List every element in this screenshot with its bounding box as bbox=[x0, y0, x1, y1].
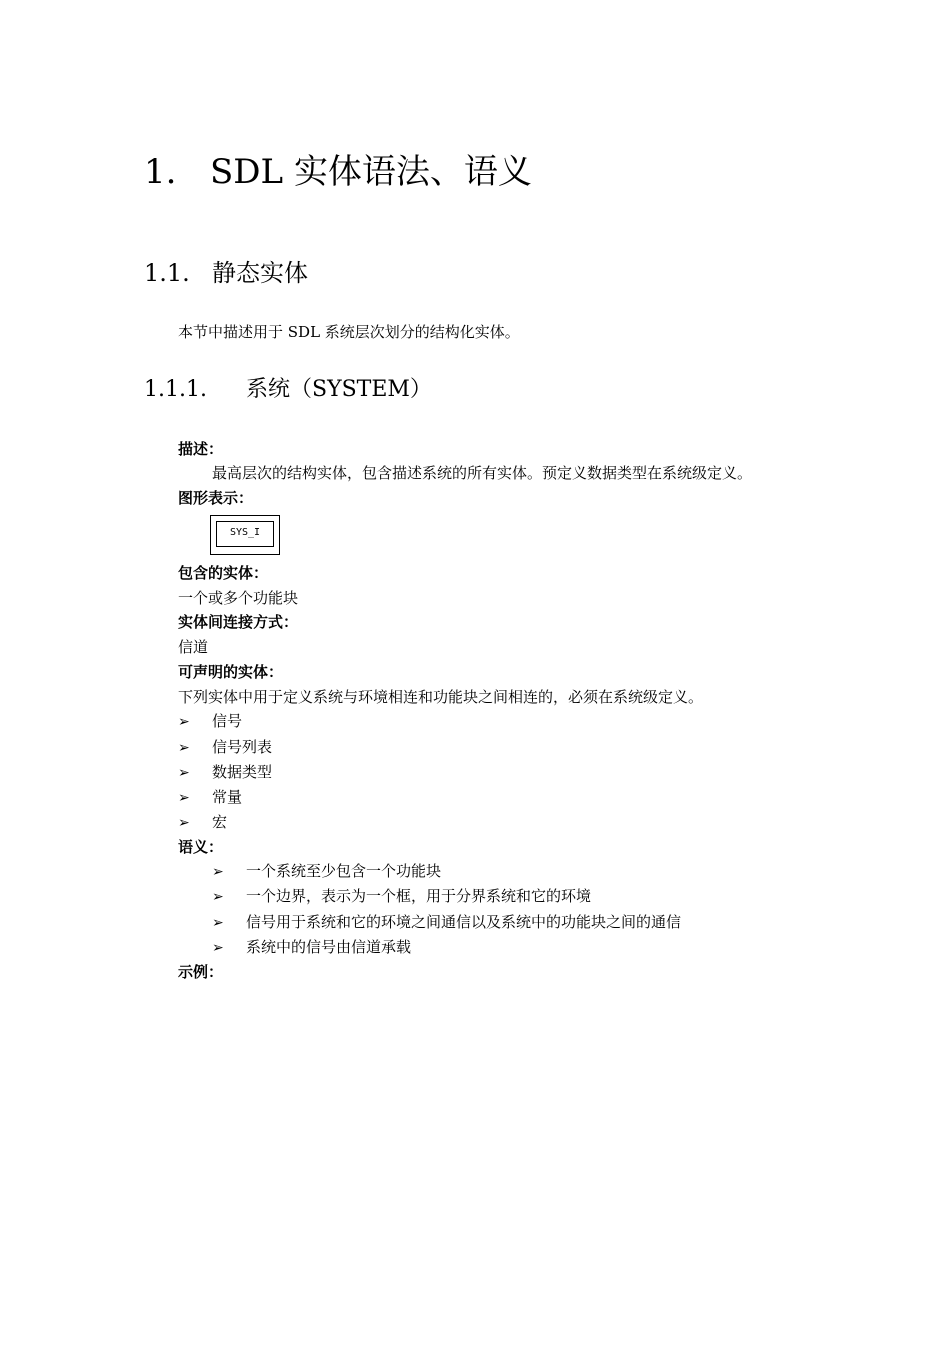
system-symbol bbox=[210, 515, 280, 555]
arrow-bullet-icon: ➢ bbox=[178, 765, 190, 781]
heading-1 bbox=[144, 150, 532, 194]
connection-label: 实体间连接方式： bbox=[178, 613, 299, 631]
list-item: ➢ 宏 bbox=[178, 813, 228, 831]
arrow-bullet-icon: ➢ bbox=[178, 714, 190, 730]
list-item: ➢ 常量 bbox=[178, 788, 243, 806]
arrow-bullet-icon: ➢ bbox=[178, 740, 190, 756]
arrow-bullet-icon: ➢ bbox=[212, 940, 224, 956]
arrow-bullet-icon: ➢ bbox=[212, 915, 224, 931]
contained-label: 包含的实体： bbox=[178, 564, 269, 582]
description-label: 描述： bbox=[178, 440, 224, 458]
description-text: 最高层次的结构实体，包含描述系统的所有实体。预定义数据类型在系统级定义。 bbox=[212, 464, 753, 482]
heading-1-title: SDL 实体语法、语义 bbox=[210, 152, 532, 192]
list-item: ➢ 数据类型 bbox=[178, 763, 273, 781]
heading-3 bbox=[144, 374, 432, 406]
declarable-text: 下列实体中用于定义系统与环境相连和功能块之间相连的，必须在系统级定义。 bbox=[178, 688, 704, 706]
list-item: ➢ 一个边界，表示为一个框，用于分界系统和它的环境 bbox=[212, 887, 592, 905]
heading-3-title: 系统（SYSTEM） bbox=[246, 377, 432, 402]
intro-paragraph: 本节中描述用于 SDL 系统层次划分的结构化实体。 bbox=[178, 323, 520, 341]
list-item: ➢ 信号列表 bbox=[178, 738, 273, 756]
contained-text: 一个或多个功能块 bbox=[178, 589, 299, 607]
arrow-bullet-icon: ➢ bbox=[212, 889, 224, 905]
arrow-bullet-icon: ➢ bbox=[178, 815, 190, 831]
list-item: ➢ 一个系统至少包含一个功能块 bbox=[212, 862, 442, 880]
heading-2 bbox=[144, 256, 308, 290]
example-label: 示例： bbox=[178, 963, 224, 981]
system-symbol-name: SYS_I bbox=[216, 521, 274, 547]
connection-text: 信道 bbox=[178, 638, 209, 656]
graphic-label: 图形表示： bbox=[178, 489, 254, 507]
list-item: ➢ 系统中的信号由信道承载 bbox=[212, 938, 412, 956]
heading-2-title: 静态实体 bbox=[212, 259, 308, 287]
list-item: ➢ 信号用于系统和它的环境之间通信以及系统中的功能块之间的通信 bbox=[212, 913, 682, 931]
semantics-label: 语义： bbox=[178, 838, 224, 856]
declarable-label: 可声明的实体： bbox=[178, 663, 284, 681]
list-item: ➢ 信号 bbox=[178, 712, 243, 730]
arrow-bullet-icon: ➢ bbox=[178, 790, 190, 806]
heading-3-number: 1.1.1. bbox=[144, 377, 207, 402]
arrow-bullet-icon: ➢ bbox=[212, 864, 224, 880]
heading-1-number: 1. bbox=[144, 152, 177, 192]
heading-2-number: 1.1. bbox=[144, 259, 190, 287]
